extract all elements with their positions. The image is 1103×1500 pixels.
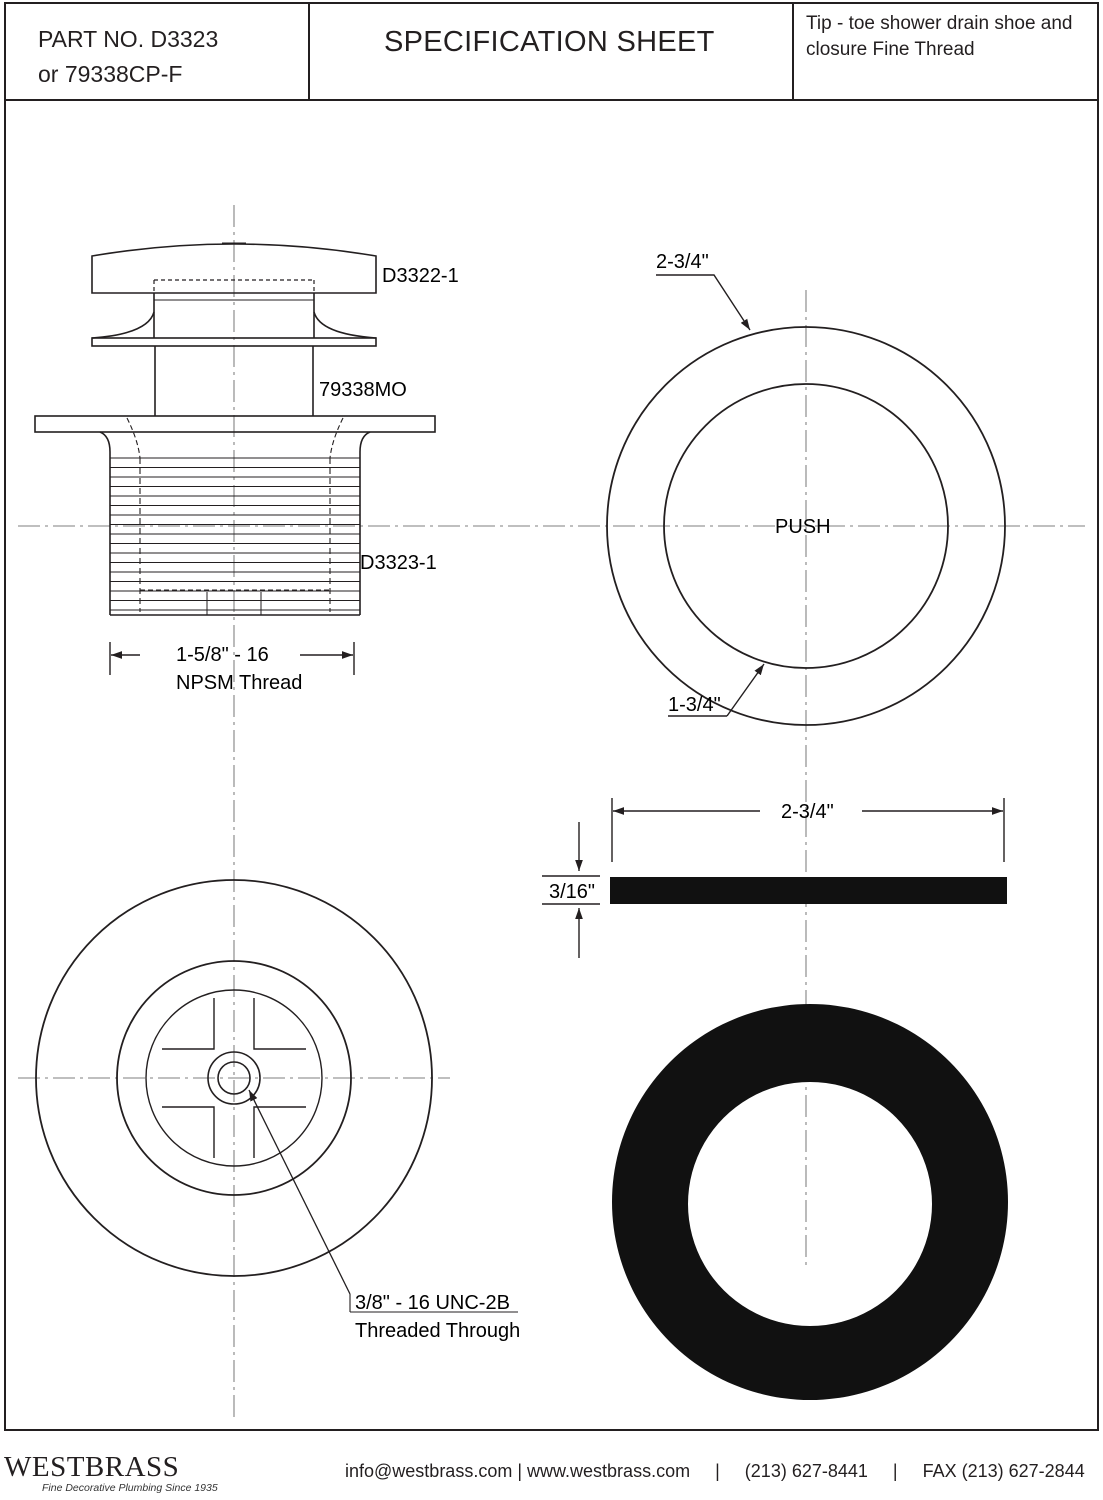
hole-dim-size: 3/8" - 16 UNC-2B <box>355 1292 510 1314</box>
label-stem: 79338MO <box>319 379 407 401</box>
gasket-ring <box>612 1004 1008 1400</box>
center-lines <box>18 205 1085 1420</box>
hole-dim-note: Threaded Through <box>355 1320 521 1342</box>
website-link[interactable]: www.westbrass.com <box>527 1461 691 1481</box>
product-description-line1: Tip - toe shower drain shoe and <box>806 13 1073 34</box>
email-link[interactable]: info@westbrass.com <box>345 1461 513 1481</box>
thread-dim-size: 1-5/8" - 16 <box>176 644 269 666</box>
separator: | <box>695 1461 740 1481</box>
top-view-inner-dim: 1-3/4" <box>668 694 721 716</box>
gasket-width-dim: 2-3/4" <box>781 801 834 823</box>
sheet-title: SPECIFICATION SHEET <box>384 26 715 58</box>
gasket-profile <box>610 877 1007 904</box>
separator: | <box>872 1461 918 1481</box>
part-number: PART NO. D3323 <box>38 26 219 52</box>
bottom-view-drain <box>36 880 518 1312</box>
label-body: D3323-1 <box>360 552 437 574</box>
label-cap: D3322-1 <box>382 265 459 287</box>
brand-tagline: Fine Decorative Plumbing Since 1935 <box>42 1482 218 1494</box>
brand-logo: WESTBRASS <box>4 1451 180 1483</box>
separator: | <box>517 1461 528 1481</box>
contact-bar <box>345 1461 1085 1482</box>
gasket-side-view <box>542 798 1007 958</box>
thread-dim-type: NPSM Thread <box>176 672 303 694</box>
thread-lines <box>110 458 360 610</box>
fax-number: FAX (213) 627-2844 <box>922 1461 1085 1481</box>
gasket-thickness-dim: 3/16" <box>549 881 596 903</box>
top-view-outer-dim: 2-3/4" <box>656 251 709 273</box>
push-text: PUSH <box>775 516 831 538</box>
alt-part-number: or 79338CP-F <box>38 61 183 87</box>
product-description-line2: closure Fine Thread <box>806 39 975 60</box>
phone-number: (213) 627-8441 <box>744 1461 868 1481</box>
